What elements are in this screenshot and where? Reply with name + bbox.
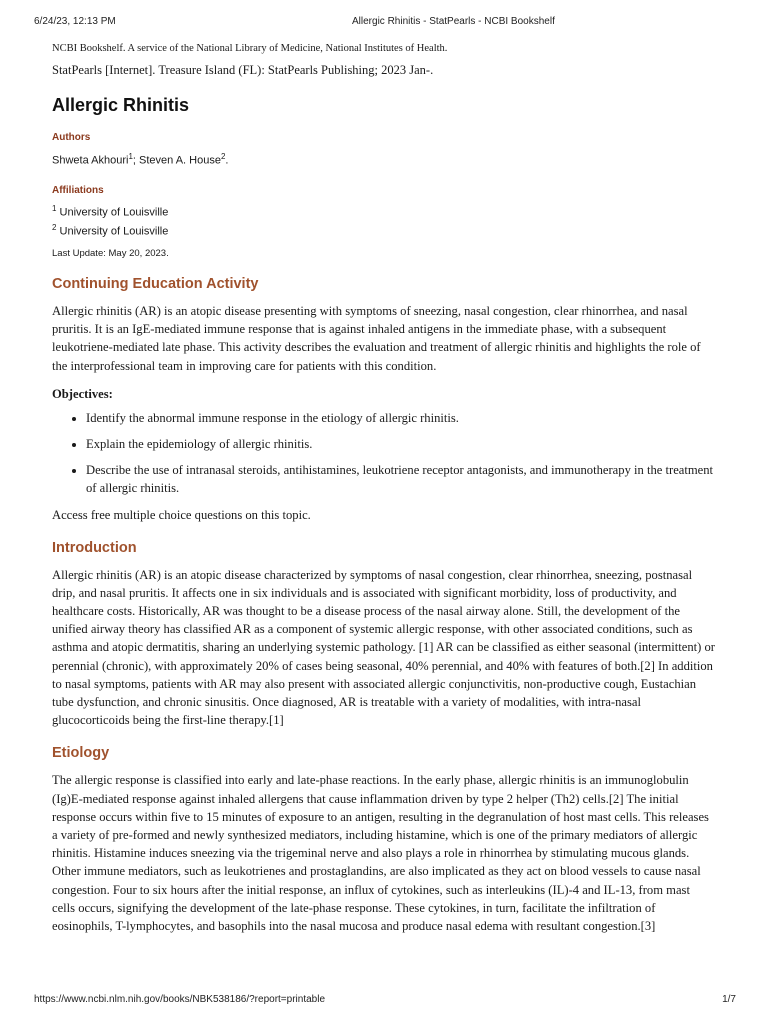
mcq-access-link[interactable]: Access free multiple choice questions on this topic. [52,507,311,522]
print-url: https://www.ncbi.nlm.nih.gov/books/NBK538186/?report=printable [34,994,326,1005]
objectives-list [52,409,716,498]
authors-label: Authors [52,132,91,143]
affiliation-number: 1 [52,203,57,213]
page-title: Allergic Rhinitis [52,95,190,115]
print-page-title: Allergic Rhinitis - StatPearls - NCBI Bookshelf [352,16,555,27]
section-heading-introduction: Introduction [52,539,137,556]
objective-item: • Describe the use of intranasal steroids, antihistamines, leukotriene receptor antagonists, and immunotherapy in the treatment of allergic rhinitis. [86,461,716,497]
authors-line [52,149,716,169]
section-heading-continuing-education: Continuing Education Activity [52,275,259,292]
objectives-label: Objectives: [52,386,113,401]
affiliation-item [52,220,716,240]
affiliations-label: Affiliations [52,184,104,196]
affiliations-list [52,201,716,240]
objective-item: • Explain the epidemiology of allergic rhinitis. [86,435,716,453]
affiliation-number: 2 [52,223,57,233]
objective-item: • Identify the abnormal immune response in the etiology of allergic rhinitis. [86,409,716,427]
introduction-paragraph: Allergic rhinitis (AR) is an atopic disease characterized by symptoms of nasal congestion, clear rhinorrhea, sneezing, postnasal drip, and nasal pruritis. It affects one in six individuals and is associated with significant morbidity, loss of productivity, and healthcare costs. Historically, AR was thought to be a disease process of the nasal airway alone. Still, the development of the unified airway theory has classified AR as a component of systemic allergic response, with other associated conditions, such as asthma and atopic dermatitis, sharing an underlying systemic pathology. [1] AR can be classified as either seasonal (intermittent) or perennial (chronic), with approximately 20% of cases being seasonal, 40% perennial, and 40% with features of both.[2] In addition to nasal symptoms, patients with AR may also present with associated allergic conjunctivitis, non-productive cough, Eustachian tube dysfunction, and chronic sinusitis. Once diagnosed, AR is treatable with a variety of modalities, with intra-nasal glucocorticoids being the first-line therapy.[1] [52,567,715,728]
ncbi-notice: NCBI Bookshelf. A service of the National Library of Medicine, National Institutes of Health. [52,43,448,54]
document-content [52,42,716,935]
section-heading-etiology: Etiology [52,745,110,762]
author-affiliation-ref: 1 [128,152,133,161]
author-name[interactable]: Steven A. House [139,154,221,167]
authors-end: . [225,154,229,167]
author-separator: ; [132,154,140,167]
etiology-paragraph: The allergic response is classified into early and late-phase reactions. In the early phase, allergic rhinitis is an immunoglobulin (Ig)E-mediated response against inhaled allergens that cause inflammation driven by type 2 helper (Th2) cells.[2] The initial response occurs within five to 15 minutes of exposure to an antigen, resulting in the degranulation of host mast cells. This releases a variety of pre-formed and newly synthesized mediators, including histamine, which is one of the primary mediators of allergic rhinitis. Histamine induces sneezing via the trigeminal nerve and also plays a role in rhinorrhea by stimulating mucous glands. Other immune mediators, such as leukotrienes and prostaglandins, are also implicated as they act on blood vessels to cause nasal congestion. Four to six hours after the initial response, an influx of cytokines, such as interleukins (IL)-4 and IL-13, from mast cells occurs, signifying the development of the late-phase response. These cytokines, in turn, facilitate the infiltration of eosinophils, T-lymphocytes, and basophils into the nasal mucosa and produce nasal edema with resultant congestion.[3] [52,773,709,934]
author-name[interactable]: Shweta Akhouri [52,154,129,167]
affiliation-item [52,201,716,221]
page-number: 1/7 [722,994,736,1005]
affiliation-text: University of Louisville [56,206,169,219]
last-update: Last Update: May 20, 2023. [52,247,169,259]
print-date: 6/24/23, 12:13 PM [34,16,116,27]
author-affiliation-ref: 2 [220,152,226,161]
affiliation-text: University of Louisville [56,225,169,238]
ce-paragraph: Allergic rhinitis (AR) is an atopic disease presenting with symptoms of sneezing, nasal congestion, clear rhinorrhea, and nasal pruritis. It is an IgE-mediated immune response that is against inhaled antigens in the immediate phase, with a subsequent leukotriene-mediated late phase. This activity describes the evaluation and treatment of allergic rhinitis and highlights the role of the interprofessional team in improving care for patients with this condition. [52,303,701,373]
citation: StatPearls [Internet]. Treasure Island (FL): StatPearls Publishing; 2023 Jan-. [52,63,434,77]
